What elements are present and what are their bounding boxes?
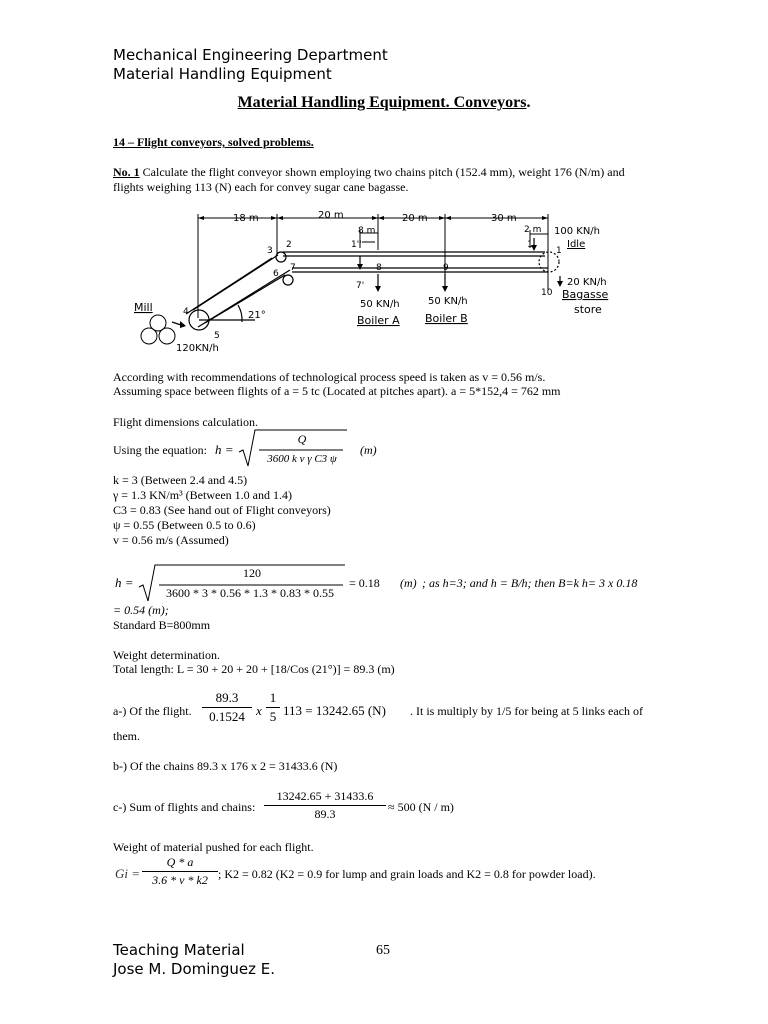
c-fraction: 13242.65 + 31433.6 89.3 [264,789,386,822]
problem-line-2: flights weighing 113 (N) each for convey sugar cane bagasse. [113,180,409,194]
load-100: 100 KN/h [554,226,601,237]
using-equation-label: Using the equation: [113,443,207,457]
angle-label: 21° [248,310,266,321]
eq-denominator: 3600 k v γ C3 ψ [267,453,337,465]
const-psi: ψ = 0.55 (Between 0.5 to 0.6) [113,518,256,532]
load-20: 20 KN/h [567,277,607,288]
standard-b: Standard B=800mm [113,618,211,632]
c-label: c-) Sum of flights and chains: [113,800,256,814]
eq-unit: (m) [360,443,377,457]
g-tail: ; K2 = 0.82 (K2 = 0.9 for lump and grain loads and K2 = 0.8 for powder load). [218,867,596,881]
node-6: 6 [273,269,279,279]
total-length: Total length: L = 30 + 20 + 20 + [18/Cos (21°)] = 89.3 (m) [113,662,395,676]
a-result: 113 = 13242.65 (N) [283,703,386,718]
const-v: v = 0.56 m/s (Assumed) [113,533,229,547]
section-heading: 14 – Flight conveyors, solved problems. [113,135,314,149]
boiler-a-label: Boiler A [357,314,400,327]
spacing-line: Assuming space between flights of a = 5 tc (Located at pitches apart). a = 5*152,4 = 762 mm [113,384,561,398]
page-number: 65 [376,943,390,958]
dim-18: 18 m [233,213,259,224]
footer-teaching-material: Teaching Material [113,941,245,959]
weight-det-heading: Weight determination. [113,648,221,662]
node-8: 8 [376,263,382,273]
dim-20b: 20 m [402,213,428,224]
eq-numerator: Q [297,432,307,446]
node-1: 1 [556,246,562,256]
c-result: ≈ 500 (N / m) [388,800,454,814]
b-line: b-) Of the chains 89.3 x 176 x 2 = 31433.6 (N) [113,759,338,773]
h-unit: (m) [400,576,417,590]
a-times: x [256,703,262,718]
g-lhs: Gi = [115,866,141,881]
h-result: = 0.18 [349,576,380,590]
h-tail: ; as h=3; and h = B/h; then B=k h= 3 x 0.18 [422,576,638,590]
node-5: 5 [214,331,220,341]
mill-label: Mill [134,301,153,314]
node-7p: 7' [356,281,365,291]
bagasse-label: Bagasse [562,288,609,301]
node-3: 3 [267,246,273,256]
boiler-a-load: 50 KN/h [360,299,400,310]
h-denominator: 3600 * 3 * 0.56 * 1.3 * 0.83 * 0.55 [166,586,334,600]
node-10: 10 [541,288,553,298]
idle-label: Idle [567,239,586,250]
dims-calc-heading: Flight dimensions calculation. [113,415,258,429]
const-c3: C3 = 0.83 (See hand out of Flight conveyors) [113,503,331,517]
header-department: Mechanical Engineering Department [113,46,388,64]
boiler-b-load: 50 KN/h [428,296,468,307]
node-9: 9 [443,263,449,273]
footer-author: Jose M. Dominguez E. [113,960,276,978]
a-fraction-1: 89.3 0.1524 [202,690,252,725]
dim-30: 30 m [491,213,517,224]
dim-20a: 20 m [318,210,344,221]
problem-line-1: No. 1 Calculate the flight conveyor shown employing two chains pitch (152.4 mm), weight 176 (N/m) and [113,165,625,179]
load-120: 120KN/h [176,343,219,354]
a-tail-2: them. [113,729,140,743]
a-tail: . It is multiply by 1/5 for being at 5 links each of [410,704,643,718]
h-lhs: h = [115,575,134,590]
node-1pp: 1'' [351,240,362,250]
conveyor-diagram [130,205,630,355]
dim-2: 2 m [524,225,542,235]
h-numerator: 120 [243,566,261,580]
h-tail-2: = 0.54 (m); [113,603,169,617]
node-4: 4 [183,307,189,317]
node-7: 7 [290,263,296,273]
speed-line: According with recommendations of technological process speed is taken as v = 0.56 m/s. [113,370,546,384]
node-2: 2 [286,240,292,250]
node-1p: 1' [527,240,536,250]
dim-8: 8 m [358,226,376,236]
const-gamma: γ = 1.3 KN/m³ (Between 1.0 and 1.4) [113,488,292,502]
g-fraction: Q * a 3.6 * v * k2 [142,855,218,888]
a-fraction-2: 1 5 [266,690,280,725]
header-subject: Material Handling Equipment [113,65,332,83]
store-label: store [574,303,602,316]
boiler-b-label: Boiler B [425,312,468,325]
const-k: k = 3 (Between 2.4 and 4.5) [113,473,248,487]
page-title: Material Handling Equipment. Conveyors. [237,94,531,111]
eq-h-lhs: h = [215,442,234,457]
material-weight-heading: Weight of material pushed for each flight. [113,840,314,854]
a-label: a-) Of the flight. [113,704,192,718]
